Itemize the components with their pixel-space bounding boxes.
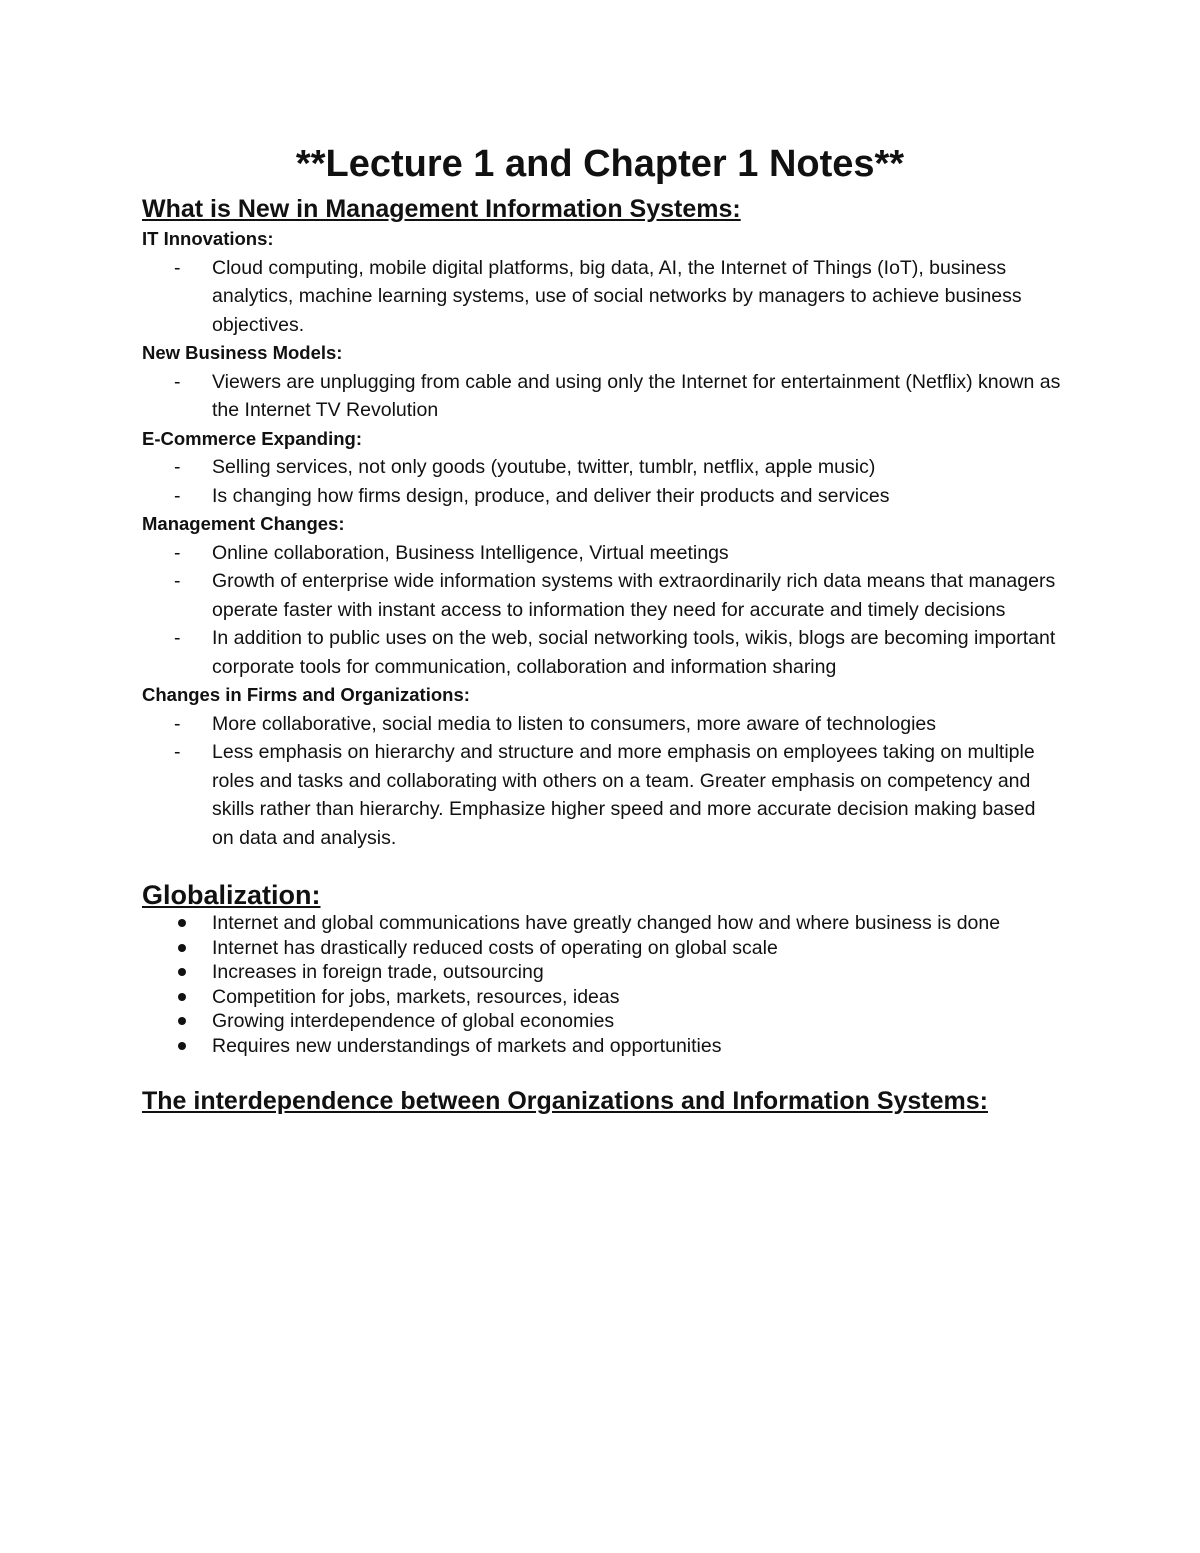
list-item xyxy=(142,985,1062,1010)
dash-marker: - xyxy=(174,456,181,478)
section-heading-whats-new: What is New in Management Information Systems: xyxy=(142,195,741,223)
subheading-new-business-models: New Business Models: xyxy=(142,342,343,363)
subheading-ecommerce-expanding: E-Commerce Expanding: xyxy=(142,427,362,449)
list-item xyxy=(142,539,1062,568)
changes-in-firms-list xyxy=(142,710,1062,853)
subheading-changes-in-firms: Changes in Firms and Organizations: xyxy=(142,684,470,705)
dash-marker: - xyxy=(174,370,181,393)
list-item xyxy=(142,624,1062,681)
list-item xyxy=(142,738,1062,852)
bullet-marker xyxy=(178,993,186,1001)
management-changes-list xyxy=(142,539,1062,682)
dash-marker: - xyxy=(174,541,181,564)
list-item xyxy=(142,368,1062,425)
section-heading-globalization: Globalization: xyxy=(142,880,321,910)
list-item-text: Growth of enterprise wide information systems with extraordinarily rich data means that managers operate faster with instant access to information they need for accurate and timely decisions xyxy=(212,570,1056,621)
list-item xyxy=(142,254,1062,340)
ecommerce-list xyxy=(142,453,1062,510)
list-item-text: In addition to public uses on the web, social networking tools, wikis, blogs are becoming important corporate tools for communication, collaboration and information sharing xyxy=(212,627,1056,678)
list-item-text: Selling services, not only goods (youtube, twitter, tumblr, netflix, apple music) xyxy=(212,456,876,478)
bullet-marker xyxy=(178,1017,186,1025)
bullet-marker xyxy=(178,1042,186,1050)
document-title: **Lecture 1 and Chapter 1 Notes** xyxy=(295,143,905,185)
dash-marker: - xyxy=(174,712,181,735)
list-item xyxy=(142,482,1062,511)
list-item-text: Is changing how firms design, produce, and deliver their products and services xyxy=(212,484,890,507)
bullet-marker xyxy=(178,968,186,976)
dash-marker: - xyxy=(174,741,181,763)
list-item-text: Requires new understandings of markets and opportunities xyxy=(212,1034,722,1057)
it-innovations-list xyxy=(142,254,1062,340)
section-heading-interdependence: The interdependence between Organizations and Information Systems: xyxy=(142,1087,988,1115)
spacer xyxy=(142,1058,1062,1085)
new-business-models-list xyxy=(142,368,1062,425)
spacer xyxy=(142,852,1062,879)
subheading-management-changes: Management Changes: xyxy=(142,513,345,534)
list-item-text: Online collaboration, Business Intelligence, Virtual meetings xyxy=(212,541,729,564)
list-item xyxy=(142,567,1062,624)
list-item-text: Competition for jobs, markets, resources, ideas xyxy=(212,985,620,1008)
subheading-it-innovations: IT Innovations: xyxy=(142,228,274,249)
list-item xyxy=(142,710,1062,739)
list-item xyxy=(142,960,1062,985)
list-item-text: Viewers are unplugging from cable and using only the Internet for entertainment (Netflix) known as the Internet TV Revolution xyxy=(212,370,1061,421)
list-item-text: Internet has drastically reduced costs of operating on global scale xyxy=(212,936,778,959)
list-item xyxy=(142,911,1062,936)
list-item-text: Internet and global communications have greatly changed how and where business is done xyxy=(212,912,1001,934)
bullet-marker xyxy=(178,919,186,927)
document-body xyxy=(142,193,1062,1117)
list-item-text: More collaborative, social media to listen to consumers, more aware of technologies xyxy=(212,712,937,735)
dash-marker: - xyxy=(174,256,181,279)
list-item xyxy=(142,453,1062,482)
list-item xyxy=(142,1009,1062,1034)
list-item-text: Less emphasis on hierarchy and structure and more emphasis on employees taking on multiple roles and tasks and collaborating with others on a team. Greater emphasis on competency and skills rather than hierarchy. Emphasize higher speed and more accurate decision making based on data and analysis. xyxy=(212,741,1036,849)
list-item-text: Growing interdependence of global economies xyxy=(212,1010,615,1032)
dash-marker: - xyxy=(174,627,181,649)
list-item xyxy=(142,936,1062,961)
dash-marker: - xyxy=(174,484,181,507)
bullet-marker xyxy=(178,944,186,952)
dash-marker: - xyxy=(174,570,181,592)
list-item-text: Cloud computing, mobile digital platforms, big data, AI, the Internet of Things (IoT), business analytics, machine learning systems, use of social networks by managers to achieve business objectives. xyxy=(212,256,1022,336)
list-item xyxy=(142,1034,1062,1059)
globalization-list xyxy=(142,911,1062,1058)
list-item-text: Increases in foreign trade, outsourcing xyxy=(212,961,544,983)
